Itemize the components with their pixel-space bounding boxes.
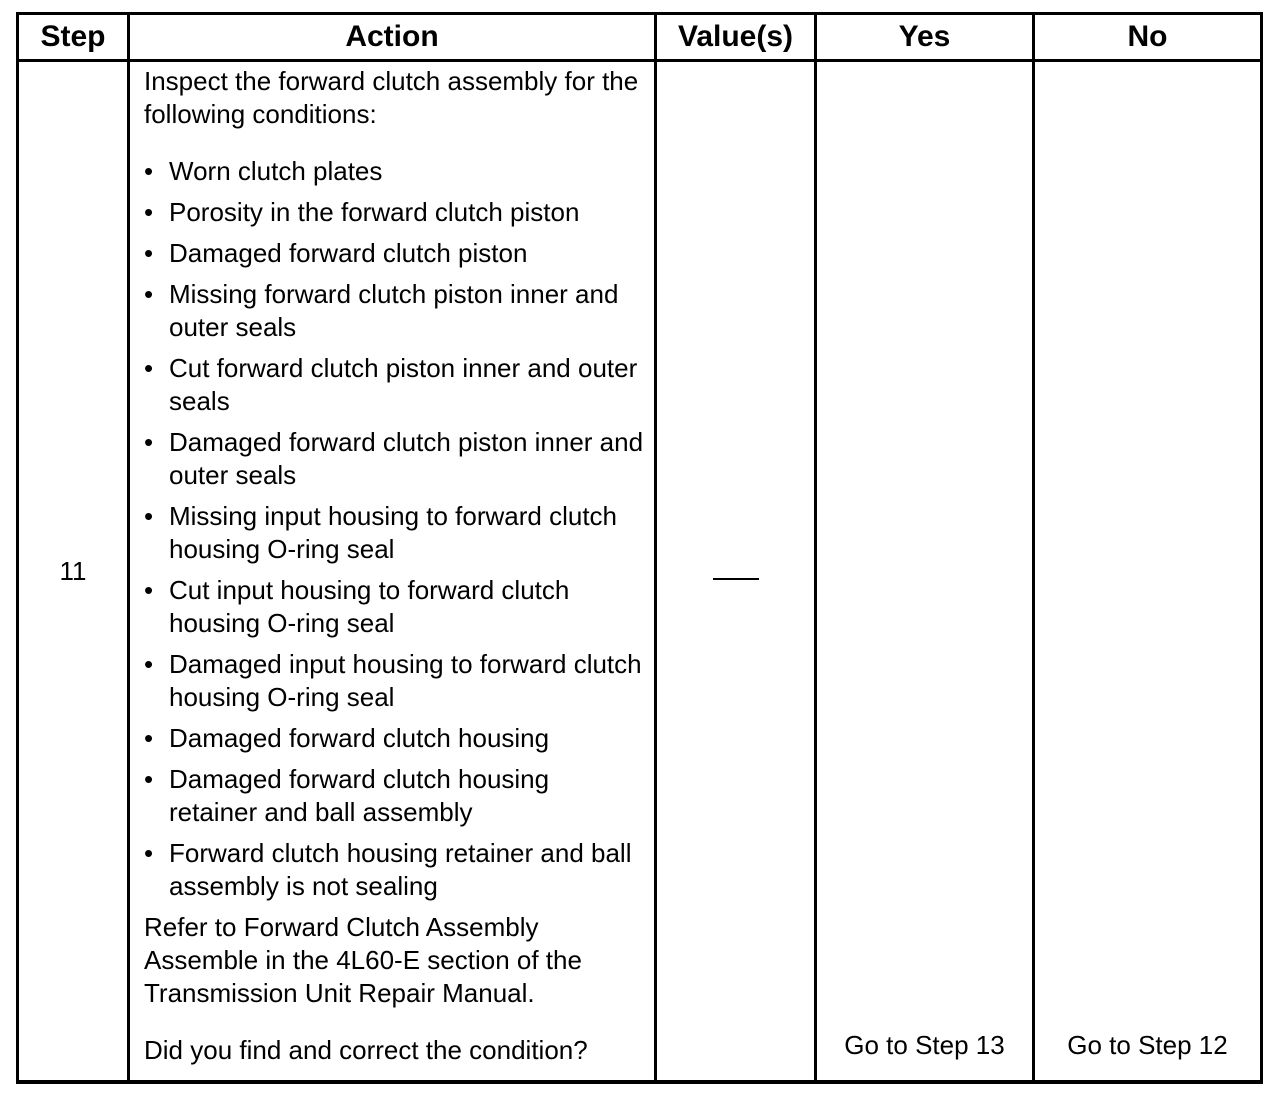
bullet-glyph: • <box>144 575 154 605</box>
no-cell <box>1034 61 1262 1083</box>
bullet-glyph: • <box>144 197 154 227</box>
condition-text: Worn clutch plates <box>169 156 383 186</box>
list-item <box>144 426 644 492</box>
action-intro: Inspect the forward clutch assembly for the following conditions: <box>144 66 639 129</box>
header-action: Action <box>129 14 656 61</box>
condition-text: Cut forward clutch piston inner and outer seals <box>169 353 638 416</box>
condition-text: Damaged input housing to forward clutch housing O-ring seal <box>169 649 642 712</box>
condition-text: Damaged forward clutch piston <box>169 238 528 268</box>
bullet-glyph: • <box>144 279 154 309</box>
condition-text: Missing forward clutch piston inner and outer seals <box>169 279 619 342</box>
header-row <box>18 14 1262 61</box>
action-cell <box>129 61 656 1083</box>
condition-text: Forward clutch housing retainer and ball assembly is not sealing <box>169 838 632 901</box>
condition-text: Damaged forward clutch housing retainer and ball assembly <box>169 764 550 827</box>
list-item <box>144 574 644 640</box>
list-item <box>144 352 644 418</box>
list-item <box>144 722 644 755</box>
step-number: 11 <box>18 61 129 1083</box>
value-dash <box>713 578 759 580</box>
table-row <box>18 61 1262 1083</box>
bullet-glyph: • <box>144 238 154 268</box>
condition-text: Missing input housing to forward clutch housing O-ring seal <box>169 501 618 564</box>
bullet-glyph: • <box>144 649 154 679</box>
condition-text: Damaged forward clutch piston inner and outer seals <box>169 427 644 490</box>
condition-text: Damaged forward clutch housing <box>169 723 550 753</box>
no-outcome: Go to Step 12 <box>1067 1030 1228 1060</box>
list-item <box>144 196 644 229</box>
bullet-glyph: • <box>144 838 154 868</box>
bullet-glyph: • <box>144 764 154 794</box>
yes-cell <box>816 61 1034 1083</box>
header-no: No <box>1034 14 1262 61</box>
bullet-glyph: • <box>144 501 154 531</box>
list-item <box>144 278 644 344</box>
header-values: Value(s) <box>656 14 816 61</box>
bullet-glyph: • <box>144 723 154 753</box>
header-yes: Yes <box>816 14 1034 61</box>
condition-text: Cut input housing to forward clutch housing O-ring seal <box>169 575 570 638</box>
list-item <box>144 837 644 903</box>
action-question: Did you find and correct the condition? <box>144 1035 588 1065</box>
header-step: Step <box>18 14 129 61</box>
refer-text: Refer to Forward Clutch Assembly Assemble in the 4L60-E section of the Transmission Unit Repair Manual. <box>144 912 582 1008</box>
conditions-list <box>144 155 644 903</box>
list-item <box>144 237 644 270</box>
list-item <box>144 648 644 714</box>
list-item <box>144 155 644 188</box>
yes-outcome: Go to Step 13 <box>844 1030 1005 1060</box>
list-item <box>144 763 644 829</box>
bullet-glyph: • <box>144 353 154 383</box>
bullet-glyph: • <box>144 427 154 457</box>
condition-text: Porosity in the forward clutch piston <box>169 197 580 227</box>
value-cell <box>656 61 816 1083</box>
bullet-glyph: • <box>144 156 154 186</box>
diagnostic-table <box>16 12 1263 1084</box>
list-item <box>144 500 644 566</box>
